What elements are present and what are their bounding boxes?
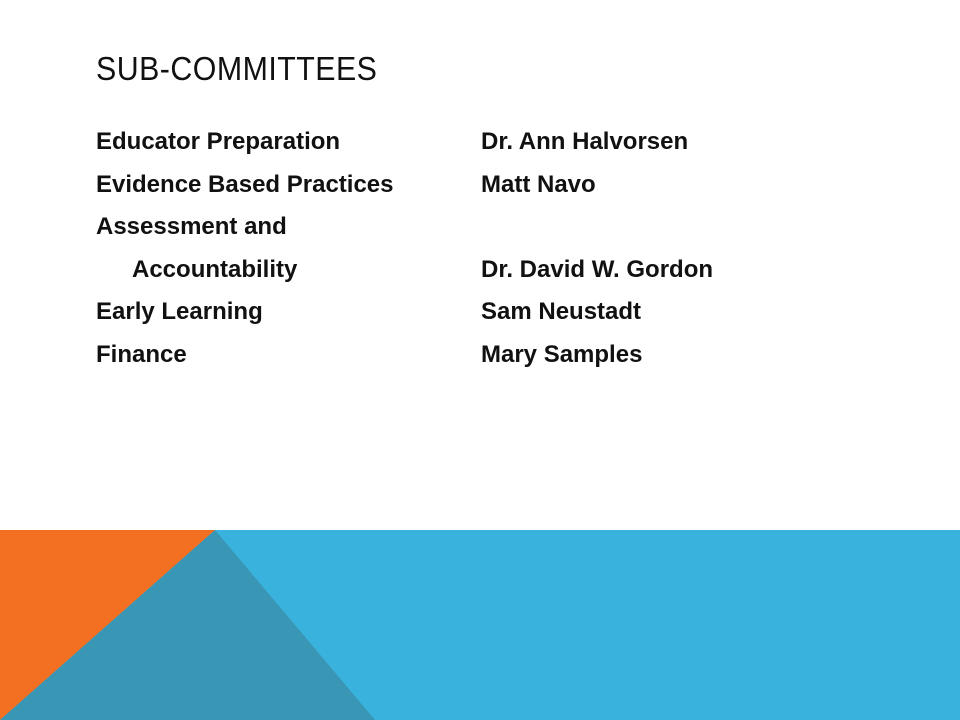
committee-chair: Matt Navo: [481, 170, 596, 198]
committee-chair: Sam Neustadt: [481, 298, 642, 325]
committee-name: Assessment and: [96, 213, 287, 240]
committee-name: Educator Preparation: [96, 128, 341, 155]
slide-title: SUB-COMMITTEES: [96, 50, 378, 87]
committee-name: Early Learning: [96, 298, 263, 325]
committee-name: Evidence Based Practices: [96, 170, 394, 198]
committee-chair: Dr. Ann Halvorsen: [481, 128, 689, 155]
committee-name: Accountability: [132, 255, 298, 283]
committee-name: Finance: [96, 340, 187, 368]
committee-chair: Dr. David W. Gordon: [481, 255, 714, 283]
committee-chair: Mary Samples: [481, 340, 643, 368]
